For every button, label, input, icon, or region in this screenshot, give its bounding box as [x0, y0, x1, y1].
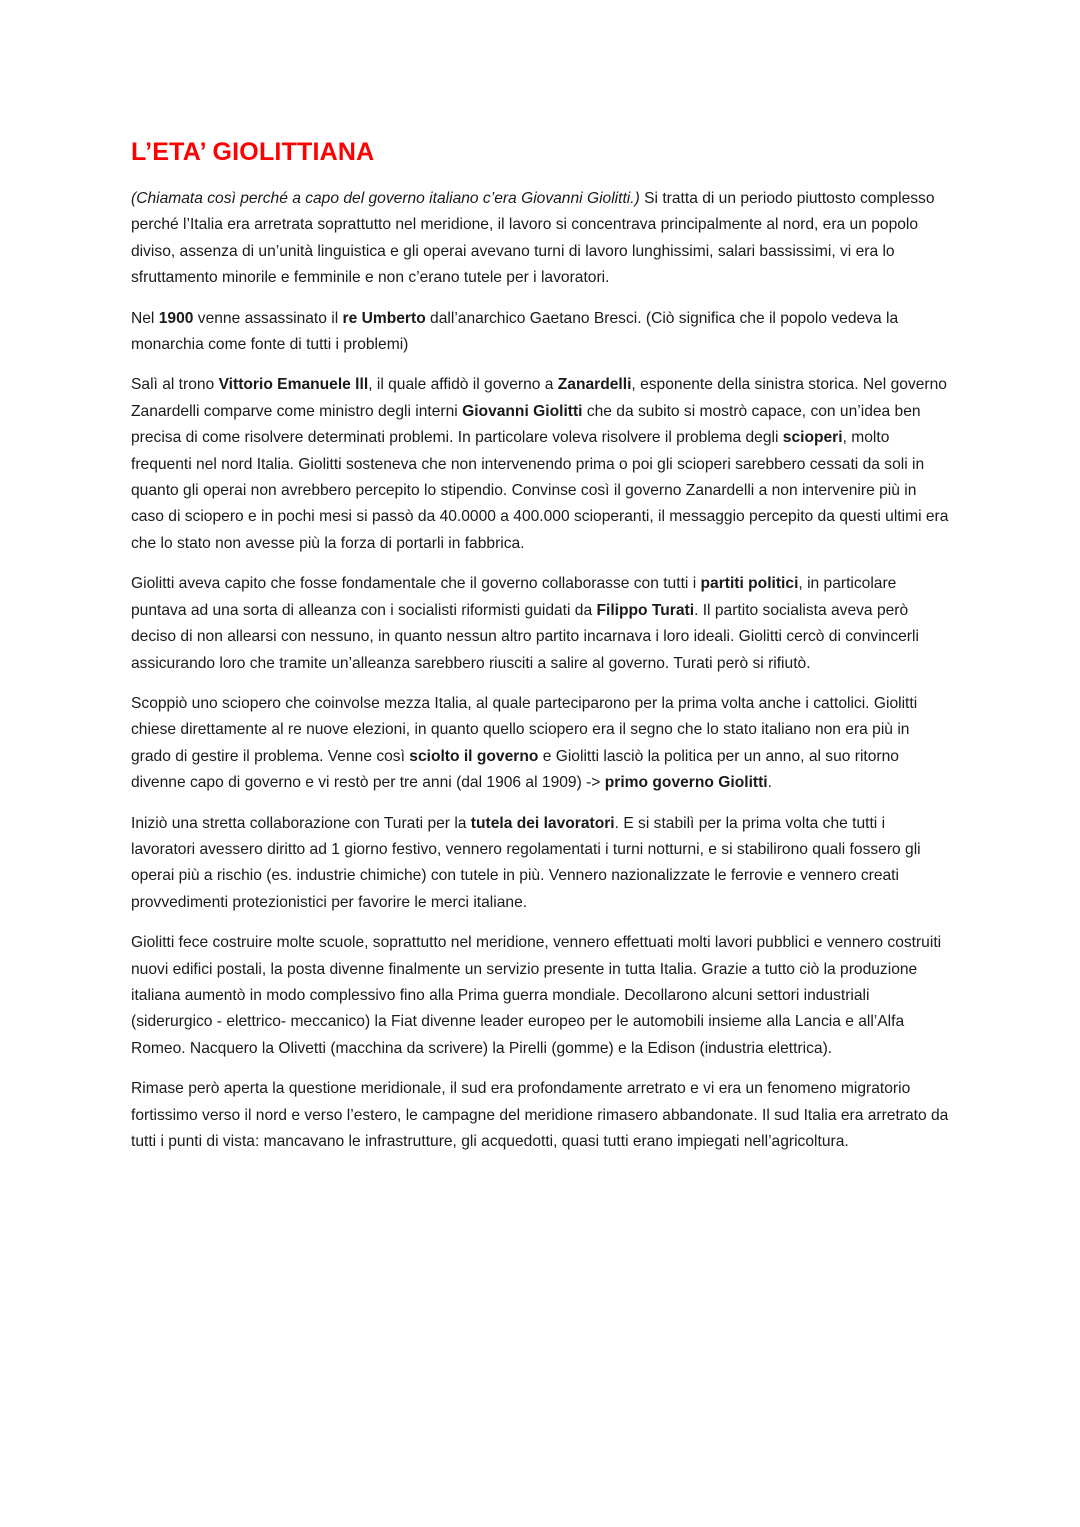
paragraph-3: [131, 372, 953, 557]
bold-text-run: scioperi: [782, 429, 843, 447]
document-body: [131, 186, 953, 1155]
text-run: venne assassinato il: [193, 309, 343, 327]
text-run: . E si stabilì per la prima volta che tutti i lavoratori avessero diritto ad 1 giorno festivo, vennero regolamentati i turni notturni, e si stabilirono quali fossero gli operai più a rischio (es. industrie chimiche) con tutele in più. Vennero nazionalizzate le ferrovie e vennero creati provvedimenti protezionistici per favorire le merci italiane.: [131, 814, 921, 911]
text-run: Iniziò una stretta collaborazione con Turati per la: [131, 814, 471, 832]
paragraph-4: [131, 571, 953, 677]
paragraph-2: [131, 306, 953, 359]
text-run: dall’anarchico Gaetano Bresci. (Ciò significa che il popolo vedeva la monarchia come fonte di tutti i problemi): [131, 309, 899, 354]
text-run: Nel: [131, 309, 159, 327]
text-run: Giolitti fece costruire molte scuole, soprattutto nel meridione, vennero effettuati molti lavori pubblici e vennero costruiti nuovi edifici postali, la posta divenne finalmente un servizio presente in tutta Italia. Grazie a tutto ciò la produzione italiana aumentò in modo complessivo fino alla Prima guerra mondiale. Decollarono alcuni settori industriali (siderurgico - elettrico- meccanico) la Fiat divenne leader europeo per le automobili insieme alla Lancia e all’Alfa Romeo. Nacquero la Olivetti (macchina da scrivere) la Pirelli (gomme) e la Edison (industria elettrica).: [131, 934, 942, 1057]
paragraph-7: [131, 930, 953, 1062]
paragraph-6: [131, 811, 953, 917]
bold-text-run: Giovanni Giolitti: [462, 402, 583, 420]
bold-text-run: Vittorio Emanuele lll: [218, 376, 369, 394]
text-run: Salì al trono: [131, 376, 219, 394]
text-run: . Il partito socialista aveva però deciso di non allearsi con nessuno, in quanto nessun altro partito incarnava i loro ideali. Giolitti cercò di convincerli assicurando loro che tramite un’alleanza sarebbero riusciti a salire al governo. Turati però si rifiutò.: [131, 601, 919, 672]
document-page: [131, 134, 953, 1169]
paragraph-5: [131, 691, 953, 797]
text-run: .: [767, 774, 772, 792]
text-run: Giolitti aveva capito che fosse fondamentale che il governo collaborasse con tutti i: [131, 575, 701, 593]
document-title: L’ETA’ GIOLITTIANA: [131, 138, 375, 166]
bold-text-run: primo governo Giolitti: [604, 774, 768, 792]
text-run: che da subito si mostrò capace, con un’idea ben precisa di come risolvere determinati problemi. In particolare voleva risolvere il problema degli: [131, 402, 921, 447]
text-run: , esponente della sinistra storica. Nel governo Zanardelli comparve come ministro degli interni: [131, 376, 947, 420]
text-run: , in particolare puntava ad una sorta di alleanza con i socialisti riformisti guidati da: [131, 575, 897, 619]
text-run: , il quale affidò il governo a: [368, 376, 558, 394]
bold-text-run: Zanardelli: [557, 376, 632, 394]
text-run: Scoppiò uno sciopero che coinvolse mezza Italia, al quale parteciparono per la prima volta anche i cattolici. Giolitti chiese direttamente al re nuove elezioni, in quanto quello sciopero era il segno che lo stato italiano non era più in grado di gestire il problema. Venne così: [131, 694, 918, 765]
bold-text-run: sciolto il governo: [409, 747, 539, 765]
text-run: e Giolitti lasciò la politica per un anno, al suo ritorno divenne capo di governo e vi restò per tre anni (dal 1906 al 1909) ->: [131, 747, 899, 792]
text-run: Rimase però aperta la questione meridionale, il sud era profondamente arretrato e vi era un fenomeno migratorio fortissimo verso il nord e verso l’estero, le campagne del meridione rimasero abbandonate. Il sud Italia era arretrato da tutti i punti di vista: mancavano le infrastrutture, gli acquedotti, quasi tutti erano impiegati nell’agricoltura.: [131, 1080, 949, 1150]
bold-text-run: re Umberto: [342, 309, 426, 327]
bold-text-run: Filippo Turati: [596, 601, 695, 619]
text-run: , molto frequenti nel nord Italia. Giolitti sosteneva che non intervenendo prima o poi gli scioperi sarebbero cessati da soli in quanto gli operai non avrebbero percepito lo stipendio. Convinse così il governo Zanardelli a non intervenire più in caso di sciopero e in pochi mesi si passò da 40.0000 a 400.000 scioperanti, il messaggio percepito da questi ultimi era che lo stato non avesse più la forza di portarli in fabbrica.: [131, 429, 949, 552]
bold-text-run: tutela dei lavoratori: [470, 814, 615, 832]
paragraph-1: [131, 186, 953, 292]
bold-text-run: 1900: [158, 309, 194, 327]
paragraph-8: [131, 1076, 953, 1155]
italic-text-run: (Chiamata così perché a capo del governo italiano c’era Giovanni Giolitti.): [131, 190, 640, 207]
text-run: Si tratta di un periodo piuttosto complesso perché l’Italia era arretrata soprattutto nel meridione, il lavoro si concentrava principalmente al nord, era un popolo diviso, assenza di un’unità linguistica e gli operai avevano turni di lavoro lunghissimi, salari bassissimi, vi era lo sfruttamento minorile e femminile e non c’erano tutele per i lavoratori.: [131, 190, 935, 287]
bold-text-run: partiti politici: [700, 575, 799, 593]
